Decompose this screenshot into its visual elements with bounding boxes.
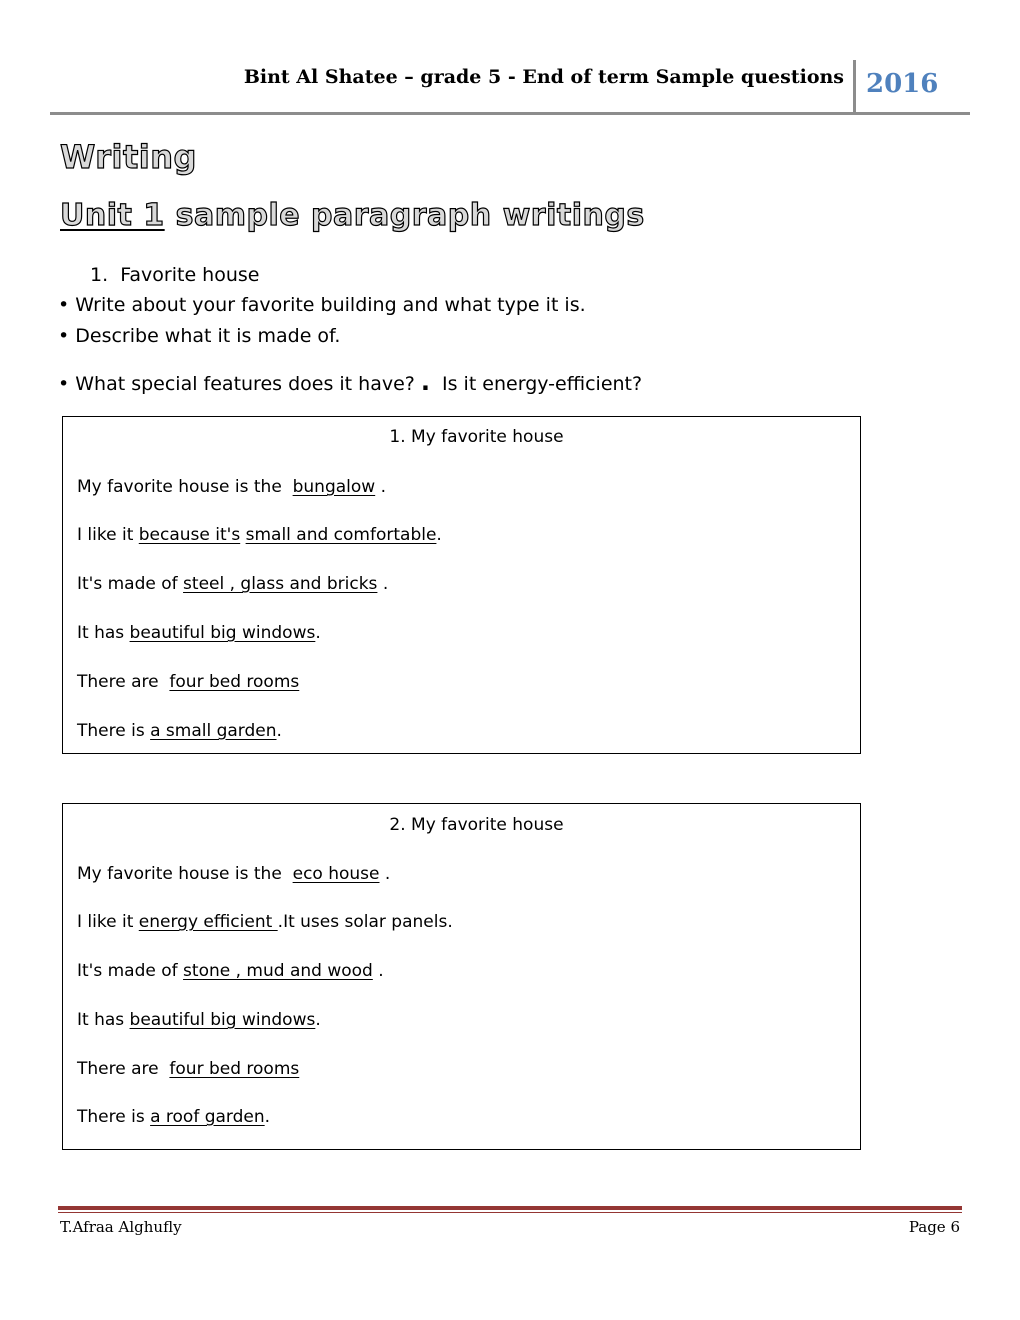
header-rule bbox=[50, 112, 970, 115]
paragraph-line: There is a roof garden. bbox=[77, 1107, 271, 1127]
answer-blank: because it's bbox=[138, 525, 241, 545]
answer-blank: steel , glass and bricks bbox=[183, 574, 378, 594]
heading-unit-label: Unit 1 bbox=[60, 198, 165, 233]
paragraph-line: My favorite house is the bungalow . bbox=[77, 477, 386, 497]
paragraph-line: It has beautiful big windows. bbox=[77, 623, 321, 643]
prompt-title: 1. Favorite house bbox=[90, 264, 260, 286]
heading-unit bbox=[60, 198, 645, 233]
paragraph-line: I like it energy efficient .It uses solar panels. bbox=[77, 912, 453, 932]
answer-blank: eco house bbox=[292, 864, 380, 884]
answer-blank: a roof garden bbox=[150, 1107, 265, 1127]
box-title: 2. My favorite house bbox=[389, 815, 564, 835]
answer-blank: beautiful big windows bbox=[129, 1010, 316, 1030]
prompt-bullet-q1: • What special features does it have? bbox=[58, 373, 415, 395]
heading-unit-rest: sample paragraph writings bbox=[164, 198, 645, 233]
paragraph-line: My favorite house is the eco house . bbox=[77, 864, 391, 884]
footer-rule bbox=[58, 1206, 962, 1210]
paragraph-line: There are four bed rooms bbox=[77, 1059, 300, 1079]
paragraph-line: It's made of steel , glass and bricks . bbox=[77, 574, 389, 594]
answer-blank: energy efficient bbox=[138, 912, 278, 932]
header-year: 2016 bbox=[866, 69, 939, 99]
prompt-bullet-q2: Is it energy-efficient? bbox=[442, 373, 643, 395]
prompt-bullet bbox=[58, 368, 642, 396]
answer-blank: four bed rooms bbox=[169, 672, 300, 692]
answer-blank: stone , mud and wood bbox=[183, 961, 373, 981]
paragraph-line: There is a small garden. bbox=[77, 721, 282, 741]
prompt-bullet: • Describe what it is made of. bbox=[58, 325, 341, 347]
page-number: Page 6 bbox=[908, 1218, 960, 1236]
box-title: 1. My favorite house bbox=[389, 427, 564, 447]
header-title: Bint Al Shatee – grade 5 - End of term Sample questions bbox=[243, 66, 844, 88]
paragraph-line: There are four bed rooms bbox=[77, 672, 300, 692]
heading-writing: Writing bbox=[60, 138, 197, 176]
header-divider bbox=[853, 60, 856, 114]
paragraph-line: It has beautiful big windows. bbox=[77, 1010, 321, 1030]
answer-blank: bungalow bbox=[292, 477, 376, 497]
answer-blank: small and comfortable bbox=[245, 525, 437, 545]
answer-blank: beautiful big windows bbox=[129, 623, 316, 643]
sample-paragraph-box-1 bbox=[62, 416, 861, 754]
footer-rule-thin bbox=[58, 1212, 962, 1213]
paragraph-line: It's made of stone , mud and wood . bbox=[77, 961, 384, 981]
prompt-bullet-separator: . bbox=[420, 368, 430, 396]
sample-paragraph-box-2 bbox=[62, 803, 861, 1150]
footer-author: T.Afraa Alghufly bbox=[60, 1218, 182, 1236]
answer-blank: a small garden bbox=[150, 721, 277, 741]
answer-blank: four bed rooms bbox=[169, 1059, 300, 1079]
prompt-bullet: • Write about your favorite building and what type it is. bbox=[58, 294, 586, 316]
paragraph-line: I like it because it's small and comfortable. bbox=[77, 525, 442, 545]
